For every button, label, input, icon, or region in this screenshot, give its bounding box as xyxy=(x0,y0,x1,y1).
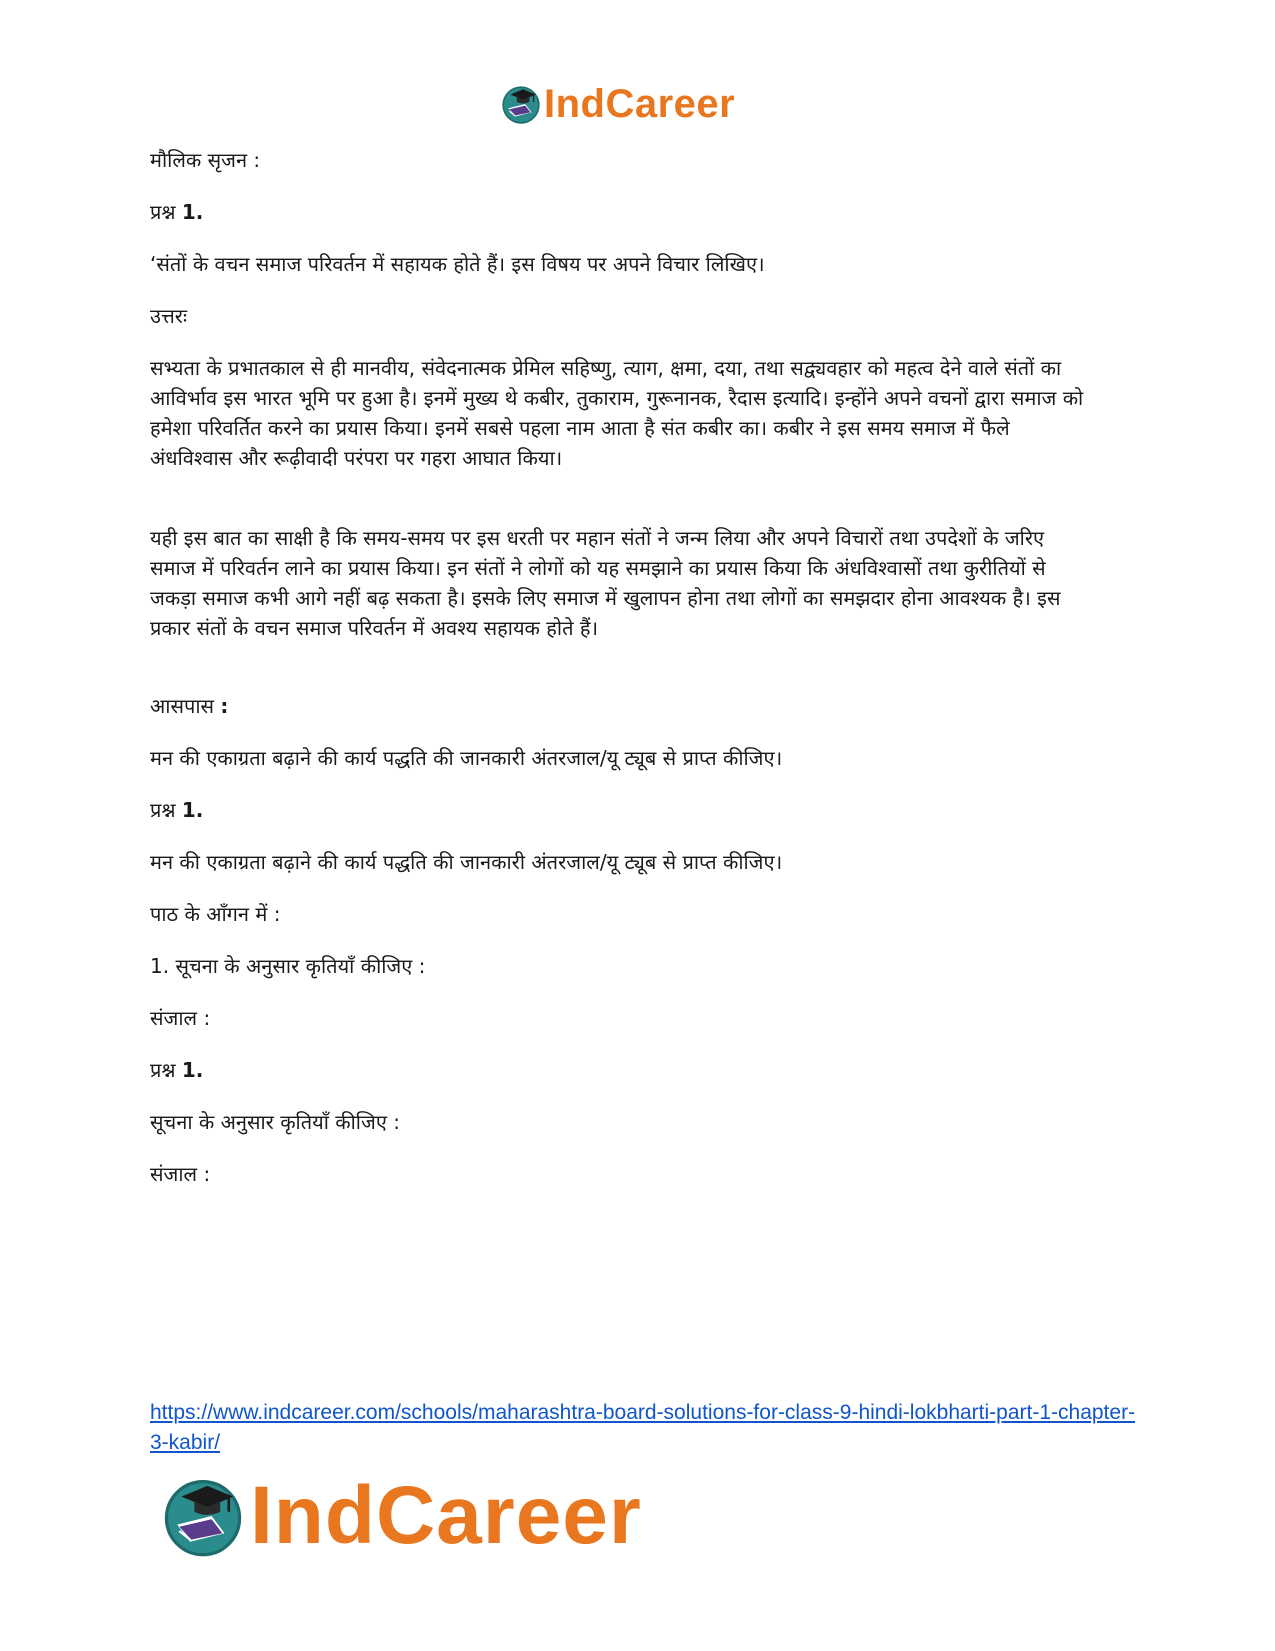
section-heading-colon: : xyxy=(220,694,229,718)
section-heading-aaspaas xyxy=(150,691,228,721)
section-heading-paath-ke-aangan: पाठ के आँगन में : xyxy=(150,902,281,926)
question-text: ‘संतों के वचन समाज परिवर्तन में सहायक होते हैं। इस विषय पर अपने विचार लिखिए। xyxy=(150,252,765,276)
section-heading-maulik-srijan: मौलिक सृजन : xyxy=(150,148,261,172)
question-number: 1. xyxy=(181,200,204,224)
answer-label: उत्तरः xyxy=(150,304,187,328)
answer-paragraph-2: यही इस बात का साक्षी है कि समय-समय पर इस धरती पर महान संतों ने जन्म लिया और अपने विचारों तथा उपदेशों के जरिए समाज में परिवर्तन लाने का प्रयास किया। इन संतों ने लोगों को यह समझाने का प्रयास किया कि अंधविश्वासों तथा कुरीतियों से जकड़ा समाज कभी आगे नहीं बढ़ सकता है। इसके लिए समाज में खुलापन होना तथा लोगों का समझदार होना आवश्यक है। इस प्रकार संतों के वचन समाज परिवर्तन में अवश्य सहायक होते हैं। xyxy=(150,526,1061,640)
question-label-text: प्रश्न xyxy=(150,798,182,822)
question-number: 1. xyxy=(181,798,204,822)
sanjaal-label: संजाल : xyxy=(150,1162,211,1186)
question-label xyxy=(150,1055,203,1085)
question-label xyxy=(150,795,203,825)
question-number: 1. xyxy=(181,1058,204,1082)
graduation-cap-book-globe-icon xyxy=(160,1473,246,1559)
section-heading-aaspaas-text: आसपास xyxy=(150,694,221,718)
question-label-text: प्रश्न xyxy=(150,1058,182,1082)
logo-wordmark: IndCareer xyxy=(250,1470,642,1561)
activity-text: मन की एकाग्रता बढ़ाने की कार्य पद्धति की जानकारी अंतरजाल/यू ट्यूब से प्राप्त कीजिए। xyxy=(150,746,783,770)
question-text: मन की एकाग्रता बढ़ाने की कार्य पद्धति की जानकारी अंतरजाल/यू ट्यूब से प्राप्त कीजिए। xyxy=(150,850,783,874)
instruction-text: सूचना के अनुसार कृतियाँ कीजिए : xyxy=(150,1110,400,1134)
instruction-text: 1. सूचना के अनुसार कृतियाँ कीजिए : xyxy=(150,954,426,978)
answer-paragraph-1: सभ्यता के प्रभातकाल से ही मानवीय, संवेदनात्मक प्रेमिल सहिष्णु, त्याग, क्षमा, दया, तथा सद्व्यवहार को महत्व देने वाले संतों का आविर्भाव इस भारत भूमि पर हुआ है। इनमें मुख्य थे कबीर, तुकाराम, गुरूनानक, रैदास इत्यादि। इन्होंने अपने वचनों द्वारा समाज को हमेशा परिवर्तित करने का प्रयास किया। इनमें सबसे पहला नाम आता है संत कबीर का। कबीर ने इस समय समाज में फैले अंधविश्वास और रूढ़ीवादी परंपरा पर गहरा आघात किया। xyxy=(150,356,1084,470)
question-label-text: प्रश्न xyxy=(150,200,182,224)
question-label xyxy=(150,197,203,227)
logo-wordmark: IndCareer xyxy=(544,82,736,126)
header-logo xyxy=(500,80,770,128)
graduation-cap-book-globe-icon xyxy=(500,83,542,125)
source-url-link[interactable]: https://www.indcareer.com/schools/maharashtra-board-solutions-for-class-9-hindi-lokbharti-part-1-chapter-3-kabir/ xyxy=(150,1401,1136,1454)
footer-logo xyxy=(160,1468,720,1564)
sanjaal-label: संजाल : xyxy=(150,1006,211,1030)
